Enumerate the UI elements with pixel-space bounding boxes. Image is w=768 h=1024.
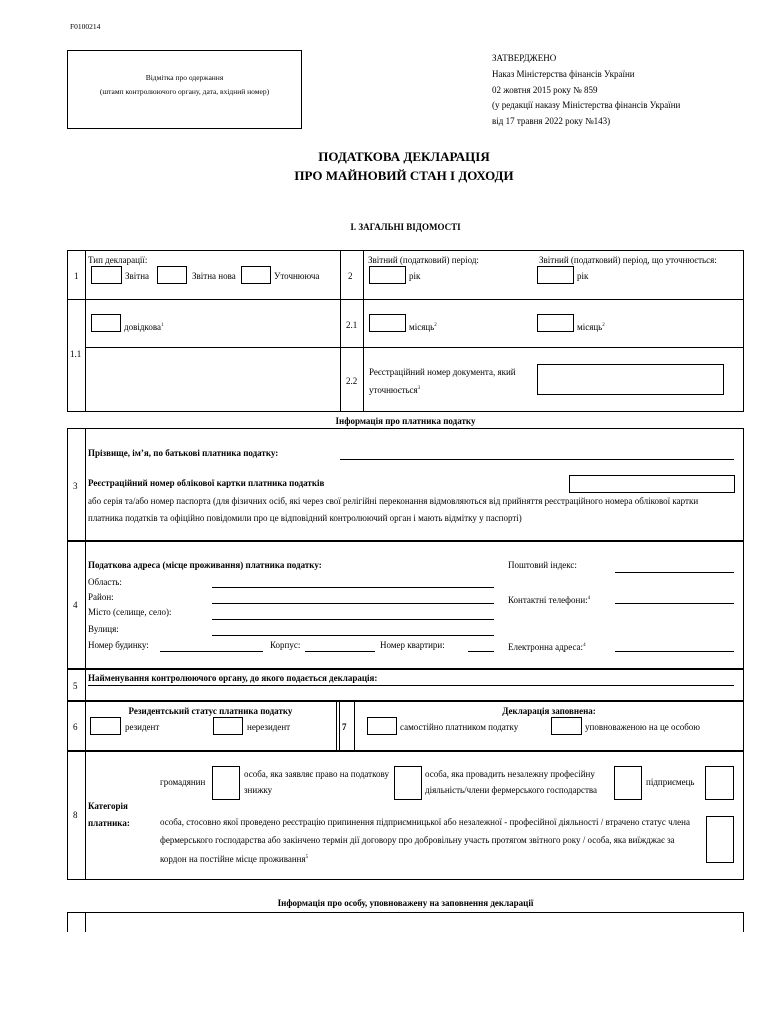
- resident-label: резидент: [125, 722, 160, 732]
- street-field[interactable]: [212, 635, 494, 636]
- clarified-period-label: Звітний (податковий) період, що уточнюється:: [539, 255, 717, 265]
- reg-card-note1: або серія та/або номер паспорта (для фізичних осіб, які через свої релігійні переконання відмовляються від прийняття реєстраційного номера облікової картки: [88, 496, 699, 506]
- row22-num: 2.2: [346, 376, 358, 386]
- row7-num: 7: [342, 722, 347, 732]
- city-label: Місто (селище, село):: [88, 607, 172, 617]
- row11-num: 1.1: [70, 349, 82, 359]
- authorized-filled-checkbox[interactable]: [551, 717, 582, 735]
- type-new-label: Звітна нова: [192, 271, 236, 281]
- row3-num: 3: [73, 481, 78, 491]
- row21-num: 2.1: [346, 320, 358, 330]
- type-new-checkbox[interactable]: [157, 266, 187, 284]
- professional-label1: особа, яка провадить незалежну професійну: [425, 769, 595, 779]
- payer-name-label: Прізвище, ім’я, по батькові платника податку:: [88, 448, 279, 458]
- stamp-line2: (штамп контролюючого органу, дата, вхідний номер): [99, 87, 270, 96]
- type-clarifying-checkbox[interactable]: [241, 266, 271, 284]
- period-month-label: місяць$^2$: [409, 322, 437, 332]
- authorized-block: [67, 912, 744, 932]
- self-filled-label: самостійно платником податку: [400, 722, 519, 732]
- district-label: Район:: [88, 592, 114, 602]
- apartment-label: Номер квартири:: [380, 640, 445, 650]
- house-label: Номер будинку:: [88, 640, 149, 650]
- doc-reg-number-field[interactable]: [537, 364, 724, 395]
- doc-reg-number-label2: уточнюється$^3$: [369, 385, 421, 395]
- terminated-checkbox[interactable]: [706, 816, 734, 863]
- doc-title-line2: ПРО МАЙНОВИЙ СТАН І ДОХОДИ: [294, 168, 514, 183]
- row1-num: 1: [74, 271, 79, 281]
- reg-card-label: Реєстраційний номер облікової картки платника податків: [88, 478, 325, 488]
- building-field[interactable]: [305, 651, 375, 652]
- clarified-year-field[interactable]: [537, 266, 574, 284]
- email-label: Електронна адреса:$^4$: [508, 642, 586, 652]
- citizen-checkbox[interactable]: [212, 766, 240, 800]
- approval-title: ЗАТВЕРДЖЕНО: [492, 53, 557, 63]
- terminated-label2: фермерського господарства або закінчено термін дії договору про добровільну участь протягом звітного року / особа, яка виїжджає за: [160, 835, 675, 845]
- category-label1: Категорія: [88, 801, 128, 811]
- category-label2: платника:: [88, 818, 130, 828]
- tax-relief-label1: особа, яка заявляє право на податкову: [244, 769, 389, 779]
- tax-relief-checkbox[interactable]: [394, 766, 422, 800]
- authorized-filled-label: уповноваженою на це особою: [585, 722, 701, 732]
- phones-field[interactable]: [615, 603, 734, 604]
- approval-line1: Наказ Міністерства фінансів України: [492, 69, 635, 79]
- professional-checkbox[interactable]: [614, 766, 642, 800]
- district-field[interactable]: [212, 603, 494, 604]
- tax-relief-label2: знижку: [244, 785, 273, 795]
- tax-office-label: Найменування контролюючого органу, до якого подається декларація:: [88, 673, 378, 683]
- type-reference-checkbox[interactable]: [91, 314, 121, 332]
- doc-title-line1: ПОДАТКОВА ДЕКЛАРАЦІЯ: [318, 149, 490, 164]
- approval-line4: від 17 травня 2022 року №143): [492, 116, 611, 126]
- declaration-type-label: Тип декларації:: [88, 255, 148, 265]
- section-title: І. ЗАГАЛЬНІ ВІДОМОСТІ: [350, 222, 461, 232]
- receipt-stamp-box: [67, 50, 302, 129]
- resident-checkbox[interactable]: [90, 717, 121, 735]
- address-title: Податкова адреса (місце проживання) платника податку:: [88, 560, 322, 570]
- entrepreneur-label: підприємець: [646, 777, 695, 787]
- region-field[interactable]: [212, 587, 494, 588]
- period-year-label: рік: [409, 271, 421, 281]
- terminated-label1: особа, стосовно якої проведено реєстрацію припинення підприємницької або незалежної - професійної діяльності / втрачено статус члена: [160, 817, 690, 827]
- reg-card-number-field[interactable]: [569, 475, 735, 493]
- row4-num: 4: [73, 600, 78, 610]
- type-clarifying-label: Уточнююча: [274, 271, 320, 281]
- period-month-field[interactable]: [369, 314, 406, 332]
- house-field[interactable]: [160, 651, 263, 652]
- building-label: Корпус:: [270, 640, 301, 650]
- apartment-field[interactable]: [468, 651, 494, 652]
- period-year-field[interactable]: [369, 266, 406, 284]
- row2-num: 2: [348, 271, 353, 281]
- filled-by-title: Декларація заповнена:: [502, 706, 596, 716]
- row5-num: 5: [73, 681, 78, 691]
- self-filled-checkbox[interactable]: [367, 717, 397, 735]
- authorized-info-title: Інформація про особу, уповноважену на заповнення декларації: [277, 898, 534, 908]
- type-regular-label: Звітна: [125, 271, 150, 281]
- professional-label2: діяльність/члени фермерського господарства: [425, 785, 598, 795]
- nonresident-checkbox[interactable]: [213, 717, 243, 735]
- entrepreneur-checkbox[interactable]: [705, 766, 734, 800]
- approval-line2: 02 жовтня 2015 року № 859: [492, 85, 598, 95]
- postal-label: Поштовий індекс:: [508, 560, 577, 570]
- stamp-line1: Відмітка про одержання: [145, 73, 224, 82]
- row6-num: 6: [73, 722, 78, 732]
- region-label: Область:: [88, 577, 122, 587]
- email-field[interactable]: [615, 651, 734, 652]
- doc-reg-number-label1: Реєстраційний номер документа, який: [369, 367, 516, 377]
- city-field[interactable]: [212, 619, 494, 620]
- citizen-label: громадянин: [160, 777, 206, 787]
- clarified-year-label: рік: [577, 271, 589, 281]
- period-label: Звітний (податковий) період:: [368, 255, 479, 265]
- clarified-month-field[interactable]: [537, 314, 574, 332]
- form-code: F0100214: [70, 22, 101, 31]
- approval-line3: (у редакції наказу Міністерства фінансів України: [492, 100, 681, 110]
- residency-title: Резидентський статус платника податку: [128, 706, 293, 716]
- type-regular-checkbox[interactable]: [91, 266, 122, 284]
- payer-info-title: Інформація про платника податку: [335, 416, 476, 426]
- row8-num: 8: [73, 810, 78, 820]
- tax-office-field[interactable]: [88, 685, 734, 686]
- terminated-label3: кордон на постійне місце проживання$^5$: [160, 854, 309, 864]
- postal-field[interactable]: [615, 572, 734, 573]
- nonresident-label: нерезидент: [247, 722, 291, 732]
- reg-card-note2: платника податків та офіційно повідомили про це відповідний контролюючий орган і мають відмітку у паспорті): [88, 513, 522, 523]
- street-label: Вулиця:: [88, 624, 119, 634]
- phones-label: Контактні телефони:$^4$: [508, 595, 591, 605]
- payer-name-field[interactable]: [340, 459, 734, 460]
- type-reference-label: довідкова$^1$: [124, 322, 164, 332]
- clarified-month-label: місяць$^2$: [577, 322, 605, 332]
